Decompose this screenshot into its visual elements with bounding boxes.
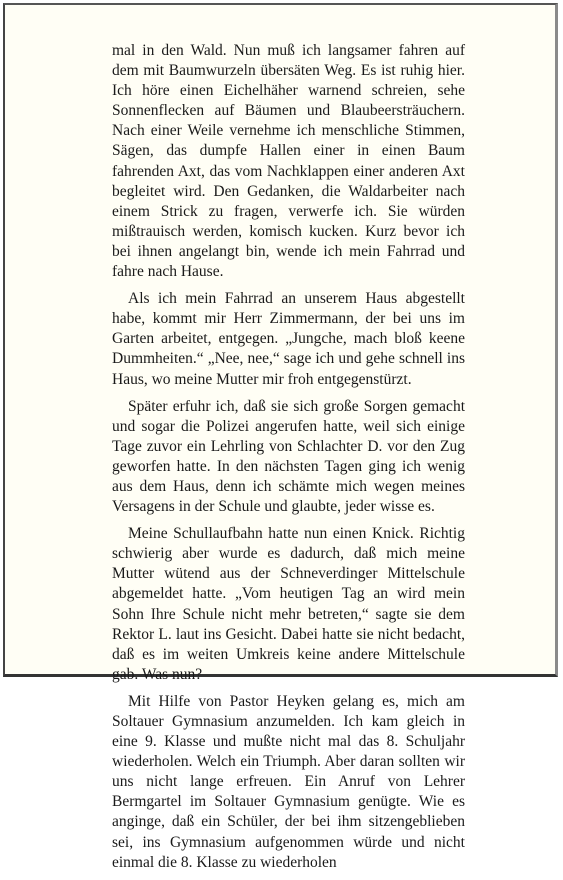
paragraph: Mit Hilfe von Pastor Heyken gelang es, mich am Soltauer Gymnasium anzumelden. Ich kam gleich in eine 9. Klasse und mußte nicht mal das 8. Schuljahr wiederholen. Welch ein Triumph. Aber daran sollten wir uns nicht lange erfreuen. Ein Anruf von Lehrer Bermgartel im Soltauer Gymnasium genügte. Wie es anginge, daß ein Schüler, der bei ihm sitzengeblieben sei, ins Gymnasium aufgenommen würde und nicht einmal die 8. Klasse zu wiederholen	[112, 692, 465, 871]
page-body-text	[112, 41, 465, 880]
paragraph: Als ich mein Fahrrad an unserem Haus abgestellt habe, kommt mir Herr Zimmermann, der bei uns im Garten arbeitet, entgegen. „Jungche, mach bloß keene Dummheiten.“ „Nee, nee,“ sage ich und gehe schnell ins Haus, wo meine Mutter mir froh entgegenstürzt.	[112, 290, 465, 388]
paragraph: Später erfuhr ich, daß sie sich große Sorgen gemacht und sogar die Polizei angerufen hatte, weil sich einige Tage zuvor ein Lehrling von Schlachter D. vor den Zug geworfen hatte. In den nächsten Tagen ging ich wenig aus dem Haus, denn ich schämte mich wegen meines Versagens in der Schule und glaubte, jeder wisse es.	[112, 397, 465, 516]
book-page	[3, 3, 558, 871]
paragraph: Meine Schullaufbahn hatte nun einen Knick. Richtig schwierig aber wurde es dadurch, daß mich meine Mutter wütend aus der Schneverdinger Mittelschule abgemeldet hatte. „Vom heutigen Tag an wird mein Sohn Ihre Schule nicht mehr betreten,“ sagte sie dem Rektor L. laut ins Gesicht. Dabei hatte sie nicht bedacht, daß es im weiten Umkreis keine andere Mittelschule gab. Was nun?	[112, 525, 465, 683]
paragraph: mal in den Wald. Nun muß ich langsamer fahren auf dem mit Baumwurzeln übersäten Weg. Es ist ruhig hier. Ich höre einen Eichelhäher warnend schreien, sehe Sonnenflecken auf Bäumen und Blaubeersträuchern. Nach einer Weile vernehme ich menschliche Stimmen, Sägen, das dumpfe Hallen einer in einen Baum fahrenden Axt, das vom Nachklappen einer anderen Axt begleitet wird. Den Gedanken, die Waldarbeiter nach einem Strick zu fragen, verwerfe ich. Sie würden mißtrauisch werden, komisch kucken. Kurz bevor ich bei ihnen angelangt bin, wende ich mein Fahrrad und fahre nach Hause.	[112, 42, 465, 281]
